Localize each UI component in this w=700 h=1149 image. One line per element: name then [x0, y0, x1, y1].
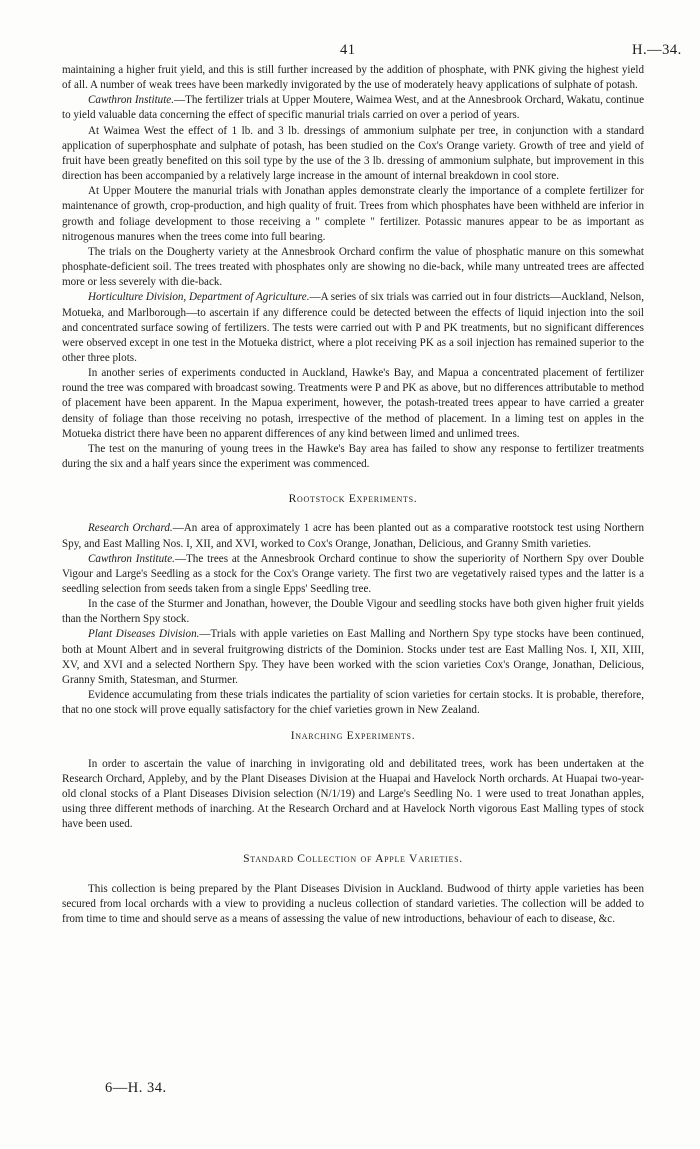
paragraph-text: —The fertilizer trials at Upper Moutere, Waimea West, and at the Annesbrook Orchard, Wakatu, continue to yield valuable data concerning the effect of specific manurial trials carried on over a period of years. [62, 94, 644, 122]
standard-collection-section [62, 882, 644, 927]
paragraph-text: The trials on the Dougherty variety at the Annesbrook Orchard confirm the value of phosphatic manure on this somewhat phosphate-deficient soil. The trees treated with phosphates only are showing no die-back, while many untreated trees are affected more or less severely with die-back. [62, 245, 644, 289]
paragraph-text: —The trees at the Annesbrook Orchard continue to show the superiority of Northern Spy over Double Vigour and Large's Seedling as a stock for the Cox's Orange variety. The first two are vegetatively raised types and the latter is a seedling selection from seeds taken from a single Epps' Seedling tree. [62, 552, 644, 595]
paragraph [62, 597, 644, 627]
paragraph-text: The test on the manuring of young trees in the Hawke's Bay area has failed to show any response to fertilizer treatments during the six and a half years since the experiment was commenced. [62, 442, 644, 471]
paragraph-lead: Cawthron Institute. [88, 94, 174, 107]
paragraph-lead: Cawthron Institute. [88, 552, 175, 565]
section-heading-inarching: Inarching Experiments. [290, 729, 416, 743]
paragraph [62, 290, 644, 366]
paragraph [62, 245, 644, 290]
paragraph [62, 627, 644, 688]
paragraph [62, 882, 644, 927]
paragraph [62, 757, 644, 833]
paragraph [62, 124, 644, 185]
paragraph [62, 688, 644, 718]
paragraph-text: maintaining a higher fruit yield, and this is still further increased by the addition of phosphate, with PNK giving the highest yield of all. A number of weak trees have been markedly invigorated by the use of moderately heavy applications of sulphate of potash. [62, 64, 644, 92]
paragraph [62, 442, 644, 472]
paragraph-text: —Trials with apple varieties on East Malling and Northern Spy type stocks have been continued, both at Mount Albert and in several fruitgrowing districts of the Dominion. Stocks under test are East Malling Nos. I, XII, XIII, XV, and XVI and a selected Northern Spy. They have been worked with the scion varieties Cox's Orange, Jonathan, Delicious, Granny Smith, Statesman, and Sturmer. [62, 628, 644, 686]
paragraph-text: At Upper Moutere the manurial trials with Jonathan apples demonstrate clearly the importance of a complete fertilizer for maintenance of growth, crop-production, and high quality of fruit. Trees from which phosphates have been withheld are inferior in growth and foliage development to those receiving a " complete " fertilizer. Potassic manures appear to be as important as nitrogenous manures when the trees come into full bearing. [62, 185, 644, 243]
paragraph [62, 63, 644, 93]
paragraph-text: In another series of experiments conducted in Auckland, Hawke's Bay, and Mapua a concentrated placement of fertilizer round the tree was compared with broadcast sowing. Treatments were P and PK as above, but no differences attributable to method of placement have been apparent. In the Mapua experiment, however, the potash-treated trees appear to have carried a greater density of foliage than those receiving no potash, irrespective of the method of placement. In a liming test on apples in the Motueka district there have been no apparent differences of any kind between limed and unlimed trees. [62, 367, 644, 440]
fertilizer-section [62, 63, 644, 472]
section-heading-rootstock: Rootstock Experiments. [288, 492, 418, 506]
rootstock-section [62, 521, 644, 718]
section-heading-standard-collection: Standard Collection of Apple Varieties. [243, 852, 463, 866]
paragraph-lead: Horticulture Division, Department of Agriculture. [88, 291, 310, 304]
document-body [62, 63, 644, 927]
paragraph [62, 366, 644, 442]
paragraph-lead: Research Orchard. [88, 522, 173, 535]
paragraph-text: —A series of six trials was carried out in four districts—Auckland, Nelson, Motueka, and Marlborough—to ascertain if any difference could be detected between the effects of liquid injection into the soil and concentrated surface sowing of fertilizers. The tests were carried out with P and PK treatments, but no significant differences were observed except in one test in the Motueka district, where a plot receiving PK as a soil injection has remained superior to the other three plots. [62, 291, 644, 364]
paragraph-text: In order to ascertain the value of inarching in invigorating old and debilitated trees, work has been undertaken at the Research Orchard, Appleby, and by the Plant Diseases Division at the Huapai and Havelock North orchards. At Huapai two-year-old clonal stocks of a Plant Diseases Division selection (N/1/19) and Large's Seedling No. 1 were used to treat Jonathan apples, using three different methods of inarching. At the Research Orchard and at Havelock North vigorous East Malling types of stock have been used. [62, 757, 644, 831]
paragraph-text: —An area of approximately 1 acre has been planted out as a comparative rootstock test using Northern Spy, and East Malling Nos. I, XII, and XVI, worked to Cox's Orange, Jonathan, Delicious, and Granny Smith varieties. [62, 522, 644, 550]
paragraph-text: In the case of the Sturmer and Jonathan, however, the Double Vigour and seedling stocks have both given higher fruit yields than the Northern Spy stock. [62, 598, 644, 626]
page-number: 41 [340, 42, 356, 58]
inarching-section [62, 757, 644, 833]
paragraph-text: At Waimea West the effect of 1 lb. and 3 lb. dressings of ammonium sulphate per tree, in conjunction with a standard application of superphosphate and sulphate of potash, has been studied on the Cox's Orange variety. Growth of tree and yield of fruit have been greatly benefited on this soil type by the use of the 3 lb. dressing of ammonium sulphate, but improvement in this direction has been accompanied by a relatively large increase in the amount of internal breakdown in cool store. [62, 124, 644, 183]
page-signature: 6—H. 34. [105, 1080, 167, 1096]
paragraph [62, 552, 644, 597]
paragraph-text: Evidence accumulating from these trials indicates the partiality of scion varieties for certain stocks. It is probable, therefore, that no one stock will prove equally satisfactory for the chief varieties grown in New Zealand. [62, 689, 644, 717]
paragraph [62, 184, 644, 245]
paragraph [62, 521, 644, 551]
paragraph-lead: Plant Diseases Division. [88, 628, 200, 641]
paragraph-text: This collection is being prepared by the Plant Diseases Division in Auckland. Budwood of thirty apple varieties has been secured from local orchards with a view to providing a nucleus collection of standard varieties. The collection will be added to from time to time and should serve as a means of assessing the value of new introductions, behaviour of each to disease, &c. [62, 882, 644, 925]
document-reference: H.—34. [632, 42, 682, 58]
paragraph [62, 93, 644, 123]
